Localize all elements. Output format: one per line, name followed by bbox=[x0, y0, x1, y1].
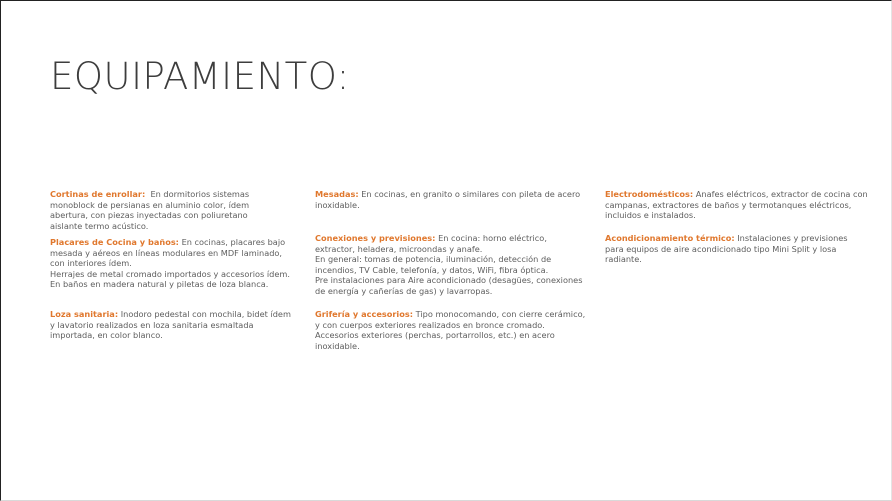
section-text: de energía y cañerías de gas) y lavarropas. bbox=[315, 285, 493, 296]
section-loza bbox=[50, 309, 308, 341]
section-text: inoxidable. bbox=[315, 340, 360, 351]
section-text: abertura, con piezas inyectadas con poliuretano bbox=[50, 210, 248, 221]
section-heading: Acondicionamiento térmico: bbox=[605, 233, 735, 243]
page-title: EQUIPAMIENTO: bbox=[50, 55, 350, 98]
section-text: aislante termo acústico. bbox=[50, 220, 149, 231]
section-text: Accesorios exteriores (perchas, portarrollos, etc.) en acero bbox=[315, 330, 555, 341]
section-text: para equipos de aire acondicionado tipo Mini Split y losa bbox=[605, 243, 837, 254]
section-text: En cocina: horno eléctrico, bbox=[438, 233, 547, 243]
section-text: radiante. bbox=[605, 254, 642, 265]
section-mesadas bbox=[315, 189, 597, 210]
section-griferia bbox=[315, 309, 597, 351]
section-heading: Cortinas de enrollar: bbox=[50, 189, 146, 199]
section-acondicionamiento bbox=[605, 233, 885, 265]
section-text: En dormitorios sistemas bbox=[150, 189, 250, 199]
section-text: Instalaciones y previsiones bbox=[737, 233, 848, 243]
section-text: En general: tomas de potencia, iluminación, detección de bbox=[315, 254, 552, 265]
section-cortinas bbox=[50, 189, 308, 231]
section-conexiones bbox=[315, 233, 597, 297]
section-text: campanas, extractores de baños y termotanques eléctricos, bbox=[605, 199, 852, 210]
section-heading: Mesadas: bbox=[315, 189, 359, 199]
section-text: extractor, heladera, microondas y anafe. bbox=[315, 243, 483, 254]
section-text: En cocinas, en granito o similares con pileta de acero bbox=[361, 189, 581, 199]
section-text: Tipo monocomando, con cierre cerámico, bbox=[415, 309, 586, 319]
section-heading: Conexiones y previsiones: bbox=[315, 233, 436, 243]
section-text: incendios, TV Cable, telefonía, y datos, WiFi, fibra óptica. bbox=[315, 264, 549, 275]
section-heading: Placares de Cocina y baños: bbox=[50, 237, 179, 247]
section-text: inoxidable. bbox=[315, 199, 360, 210]
section-text: En baños en madera natural y piletas de loza blanca. bbox=[50, 279, 269, 290]
section-text: monoblock de persianas en aluminio color, ídem bbox=[50, 199, 250, 210]
section-heading: Grifería y accesorios: bbox=[315, 309, 413, 319]
section-text: En cocinas, placares bajo bbox=[181, 237, 286, 247]
section-text: Anafes eléctricos, extractor de cocina con bbox=[695, 189, 868, 199]
section-text: incluidos e instalados. bbox=[605, 210, 696, 221]
section-text: Pre instalaciones para Aire acondicionado (desagües, conexiones bbox=[315, 275, 583, 286]
section-text: mesada y aéreos en líneas modulares en MDF laminado, bbox=[50, 247, 283, 258]
section-text: Herrajes de metal cromado importados y accesorios ídem. bbox=[50, 268, 290, 279]
section-text: importada, en color blanco. bbox=[50, 330, 163, 341]
section-heading: Electrodomésticos: bbox=[605, 189, 694, 199]
section-text: y con cuerpos exteriores realizados en bronce cromado. bbox=[315, 319, 545, 330]
section-text: Inodoro pedestal con mochila, bidet ídem bbox=[120, 309, 291, 319]
section-heading: Loza sanitaria: bbox=[50, 309, 119, 319]
section-electrodomesticos bbox=[605, 189, 885, 221]
section-placares bbox=[50, 237, 308, 290]
section-text: y lavatorio realizados en loza sanitaria esmaltada bbox=[50, 319, 254, 330]
section-text: con interiores ídem. bbox=[50, 258, 132, 269]
